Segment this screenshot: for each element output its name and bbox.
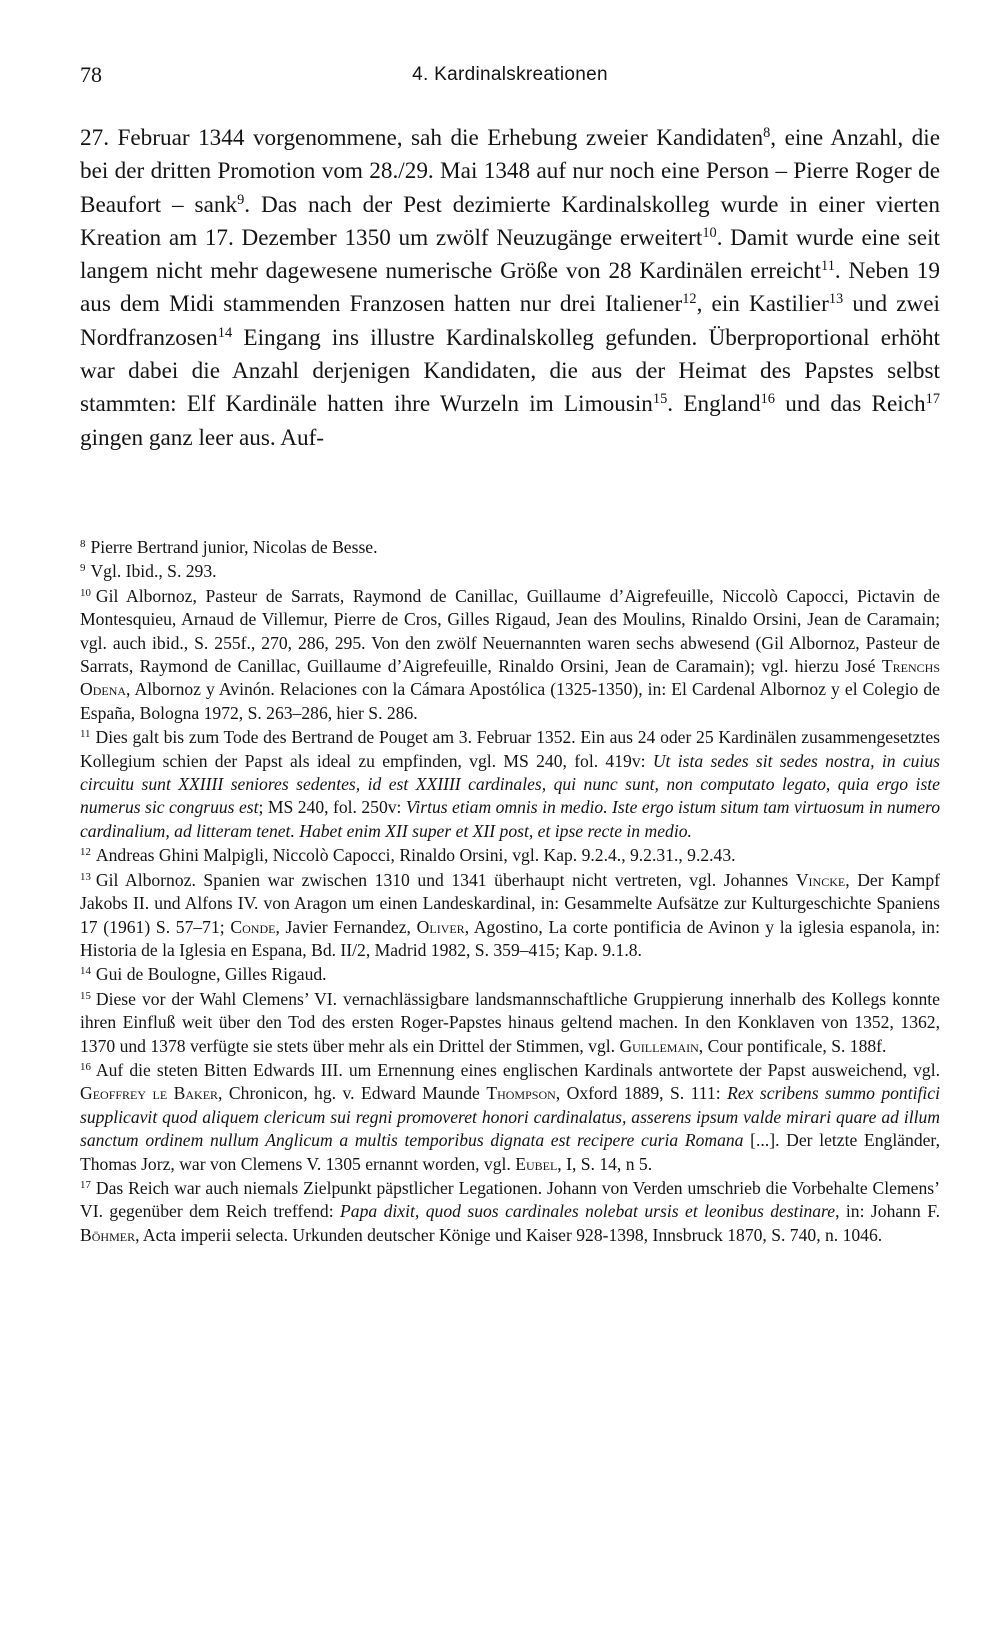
body-text: . England	[667, 391, 761, 418]
footnote-ref: 17	[925, 391, 940, 408]
footnote-text: Gui de Boulogne, Gilles Rigaud.	[95, 964, 327, 985]
running-head: 4. Kardinalskreationen	[412, 64, 608, 85]
author-name: Trenchs Odena	[80, 656, 940, 700]
footnote-text: , Der Kampf Jakobs II. und Alfons IV. von Aragon um einen Landeskardinal, in: Gesammelte Aufsätze zur Kulturgeschichte Spaniens 17 (1961) S. 57–71;	[80, 869, 940, 937]
footnote-text: ; MS 240, fol. 250v:	[258, 797, 406, 818]
latin-quote: Virtus etiam omnis in medio. Iste ergo istum situm tam virtuosum in numero cardinalium, ad litteram tenet. Habet enim XII super et XII post, et ipse recte in medio.	[80, 797, 940, 841]
body-text: . Damit wurde eine seit langem nicht mehr dagewesene numerische Größe von 28 Kardinälen erreicht	[80, 224, 940, 285]
body-text: , eine Anzahl, die bei der dritten Promotion vom 28./29. Mai 1348 auf nur noch eine Person – Pierre Roger de Beaufort – sank	[80, 125, 940, 218]
author-name: Conde	[230, 916, 276, 937]
footnote-ref: 8	[763, 125, 771, 142]
page-header	[80, 62, 940, 92]
latin-quote: Rex scribens summo pontifici supplicavit quod aliquem clericum sui regni promoveret honori cardinalatus, asserens ipsum valde mirari quare ad illum sanctum ordinem nullum Anglicum a multis temporibus dignata est recipere curia Romana	[80, 1083, 940, 1151]
footnote-text: , in: Johann F.	[835, 1201, 940, 1222]
footnote-ref: 10	[702, 224, 717, 241]
footnote-text: [...]. Der letzte Engländer, Thomas Jorz, war von Clemens V. 1305 ernannt worden, vgl.	[80, 1130, 940, 1174]
author-name: Oliver	[416, 916, 465, 937]
footnote-ref: 11	[821, 258, 835, 275]
footnote-17: $^{17}$ Das Reich war auch niemals Zielpunkt päpstlicher Legationen. Johann von Verden umschrieb die Vorbehalte Clemens’ VI. gegenüber dem Reich treffend: Papa dixit, quod suos cardinales nolebat ursis et leonibus destinare, in: Johann F. Böhmer, Acta imperii selecta. Urkunden deutscher Könige und Kaiser 928-1398, Innsbruck 1870, S. 740, n. 1046.	[80, 1177, 940, 1245]
body-paragraph	[80, 122, 940, 455]
footnote-ref: 14	[217, 324, 233, 341]
body-text: gingen ganz leer aus. Auf-	[80, 424, 325, 451]
footnote-text: , Agostino, La corte pontificia de Avinon y la iglesia espanola, in: Historia de la Iglesia en Espana, Bd. II/2, Madrid 1982, S. 359–415; Kap. 9.1.8.	[80, 916, 940, 960]
footnote-text: Gil Albornoz, Pasteur de Sarrats, Raymond de Canillac, Guillaume d’Aigrefeuille, Niccolò Capocci, Pictavin de Montesquieu, Arnaud de Villemur, Pierre de Cros, Gilles Rigaud, Jean des Moulins, Rinaldo Orsini, Jean de Caramain; vgl. auch ibid., S. 255f., 270, 286, 295. Von den zwölf Neuernannten waren sechs abwesend (Gil Albornoz, Pasteur de Sarrats, Raymond de Canillac, Guillaume d’Aigrefeuille, Rinaldo Orsini, Jean de Caramain); vgl. hierzu José	[80, 585, 940, 677]
footnote-8: $^8$ Pierre Bertrand junior, Nicolas de Besse.	[80, 537, 378, 557]
main-text	[80, 122, 940, 455]
footnote-text: Vgl. Ibid., S. 293.	[90, 561, 217, 582]
footnote-11: $^{11}$ Dies galt bis zum Tode des Bertrand de Pouget am 3. Februar 1352. Ein aus 24 oder 25 Kardinälen zusammengesetztes Kollegium schien der Papst als ideal zu empfinden, vgl. MS 240, fol. 419v: Ut ista sedes sit sedes nostra, in cuius circuitu sunt XXIIII seniores sedentes, id est XXIIII cardinales, qui nunc sunt, non computato legato, quia ergo iste numerus sic congruus est; MS 240, fol. 250v: Virtus etiam omnis in medio. Iste ergo istum situm tam virtuosum in numero cardinalium, ad litteram tenet. Habet enim XII super et XII post, et ipse recte in medio.	[80, 727, 940, 841]
footnote-text: , Javier Fernandez,	[275, 916, 417, 937]
footnote-ref: 16	[760, 391, 775, 408]
author-name: Thompson	[486, 1083, 556, 1104]
footnote-text: Pierre Bertrand junior, Nicolas de Besse.	[90, 537, 378, 557]
footnote-text: Andreas Ghini Malpigli, Niccolò Capocci, Rinaldo Orsini, vgl. Kap. 9.2.4., 9.2.31., 9.2.43.	[95, 845, 736, 866]
footnote-9: $^9$ Vgl. Ibid., S. 293.	[80, 561, 217, 582]
author-name: Guillemain	[619, 1035, 699, 1056]
footnote-10: $^{10}$ Gil Albornoz, Pasteur de Sarrats, Raymond de Canillac, Guillaume d’Aigrefeuille, Niccolò Capocci, Pictavin de Montesquieu, Arnaud de Villemur, Pierre de Cros, Gilles Rigaud, Jean des Moulins, Rinaldo Orsini, Jean de Caramain; vgl. auch ibid., S. 255f., 270, 286, 295. Von den zwölf Neuernannten waren sechs abwesend (Gil Albornoz, Pasteur de Sarrats, Raymond de Canillac, Guillaume d’Aigrefeuille, Rinaldo Orsini, Jean de Caramain); vgl. hierzu José Trenchs Odena, Albornoz y Avinón. Relaciones con la Cámara Apostólica (1325-1350), in: El Cardenal Albornoz y el Colegio de España, Bologna 1972, S. 263–286, hier S. 286.	[80, 585, 940, 723]
body-text: . Das nach der Pest dezimierte Kardinalskolleg wurde in einer vierten Kreation am 17. Dezember 1350 um zwölf Neuzugänge erweitert	[80, 191, 940, 251]
footnote-ref: 12	[682, 291, 697, 308]
body-text: , ein Kastilier	[696, 291, 829, 318]
footnote-text: Dies galt bis zum Tode des Bertrand de Pouget am 3. Februar 1352. Ein aus 24 oder 25 Kardinälen zusammengesetztes Kollegium schien der Papst als ideal zu empfinden, vgl. MS 240, fol. 419v:	[80, 727, 940, 771]
footnote-ref: 9	[237, 191, 245, 208]
author-name: Vincke	[795, 869, 846, 890]
footnote-13: $^{13}$ Gil Albornoz. Spanien war zwischen 1310 und 1341 überhaupt nicht vertreten, vgl. Johannes Vincke, Der Kampf Jakobs II. und Alfons IV. von Aragon um einen Landeskardinal, in: Gesammelte Aufsätze zur Kulturgeschichte Spaniens 17 (1961) S. 57–71; Conde, Javier Fernandez, Oliver, Agostino, La corte pontificia de Avinon y la iglesia espanola, in: Historia de la Iglesia en Espana, Bd. II/2, Madrid 1982, S. 359–415; Kap. 9.1.8.	[80, 869, 940, 960]
author-name: Böhmer	[80, 1224, 136, 1245]
footnote-text: , Cour pontificale, S. 188f.	[698, 1035, 887, 1056]
footnote-text: Das Reich war auch niemals Zielpunkt päpstlicher Legationen. Johann von Verden umschrieb die Vorbehalte Clemens’ VI. gegenüber dem Reich treffend:	[80, 1177, 940, 1222]
footnote-text: Auf die steten Bitten Edwards III. um Ernennung eines englischen Kardinals antwortete der Papst ausweichend, vgl.	[95, 1059, 940, 1080]
author-name: Geoffrey le Baker	[80, 1083, 219, 1104]
footnote-ref: 13	[828, 291, 844, 308]
footnote-text: , Acta imperii selecta. Urkunden deutscher Könige und Kaiser 928-1398, Innsbruck 1870, S. 740, n. 1046.	[135, 1224, 883, 1245]
footnote-16: $^{16}$ Auf die steten Bitten Edwards III. um Ernennung eines englischen Kardinals antwortete der Papst ausweichend, vgl. Geoffrey le Baker, Chronicon, hg. v. Edward Maunde Thompson, Oxford 1889, S. 111: Rex scribens summo pontifici supplicavit quod aliquem clericum sui regni promoveret honori cardinalatus, asserens ipsum valde mirari quare ad illum sanctum ordinem nullum Anglicum a multis temporibus dignata est recipere curia Romana [...]. Der letzte Engländer, Thomas Jorz, war von Clemens V. 1305 ernannt worden, vgl. Eubel, I, S. 14, n 5.	[80, 1059, 940, 1174]
body-text: und das Reich	[774, 391, 926, 418]
footnote-text: , Chronicon, hg. v. Edward Maunde	[218, 1083, 487, 1104]
body-text: . Neben 19 aus dem Midi stammenden Franzosen hatten nur drei Italiener	[80, 258, 940, 318]
body-text: Eingang ins illustre Kardinalskolleg gefunden. Überproportional erhöht war dabei die Anzahl derjenigen Kandidaten, die aus der Heimat des Papstes selbst stammten: Elf Kardinäle hatten ihre Wurzeln im Limousin	[80, 324, 940, 418]
footnote-text: , I, S. 14, n 5.	[557, 1153, 653, 1174]
latin-quote: Ut ista sedes sit sedes nostra, in cuius circuitu sunt XXIIII seniores sedentes, id est XXIIII cardinales, qui nunc sunt, non computato legato, quia ergo iste numerus sic congruus est	[80, 750, 940, 818]
footnote-12: $^{12}$ Andreas Ghini Malpigli, Niccolò Capocci, Rinaldo Orsini, vgl. Kap. 9.2.4., 9.2.31., 9.2.43.	[80, 845, 736, 866]
footnote-14: $^{14}$ Gui de Boulogne, Gilles Rigaud.	[80, 964, 327, 985]
page-number: 78	[80, 62, 102, 87]
footnotes	[80, 536, 940, 1248]
footnote-text: Diese vor der Wahl Clemens’ VI. vernachlässigbare landsmannschaftliche Gruppierung innerhalb des Kollegs konnte ihren Einfluß weit über den Tod des ersten Roger-Papstes hinaus geltend machen. In den Konklaven von 1352, 1362, 1370 und 1378 verfügte sie stets über mehr als ein Drittel der Stimmen, vgl.	[80, 988, 940, 1056]
body-text: und zwei Nordfranzosen	[80, 291, 940, 351]
latin-quote: Papa dixit, quod suos cardinales nolebat ursis et leonibus destinare	[340, 1201, 836, 1222]
footnote-text: Gil Albornoz. Spanien war zwischen 1310 und 1341 überhaupt nicht vertreten, vgl. Johannes	[95, 869, 796, 890]
footnote-text: , Oxford 1889, S. 111:	[555, 1083, 728, 1104]
footnote-15: $^{15}$ Diese vor der Wahl Clemens’ VI. vernachlässigbare landsmannschaftliche Gruppierung innerhalb des Kollegs konnte ihren Einfluß weit über den Tod des ersten Roger-Papstes hinaus geltend machen. In den Konklaven von 1352, 1362, 1370 und 1378 verfügte sie stets über mehr als ein Drittel der Stimmen, vgl. Guillemain, Cour pontificale, S. 188f.	[80, 988, 940, 1056]
footnote-ref: 15	[652, 391, 668, 408]
footnote-text: , Albornoz y Avinón. Relaciones con la Cámara Apostólica (1325-1350), in: El Cardenal Albornoz y el Colegio de España, Bologna 1972, S. 263–286, hier S. 286.	[80, 679, 940, 723]
author-name: Eubel	[515, 1153, 558, 1174]
body-text: 27. Februar 1344 vorgenommene, sah die Erhebung zweier Kandidaten	[80, 125, 764, 151]
